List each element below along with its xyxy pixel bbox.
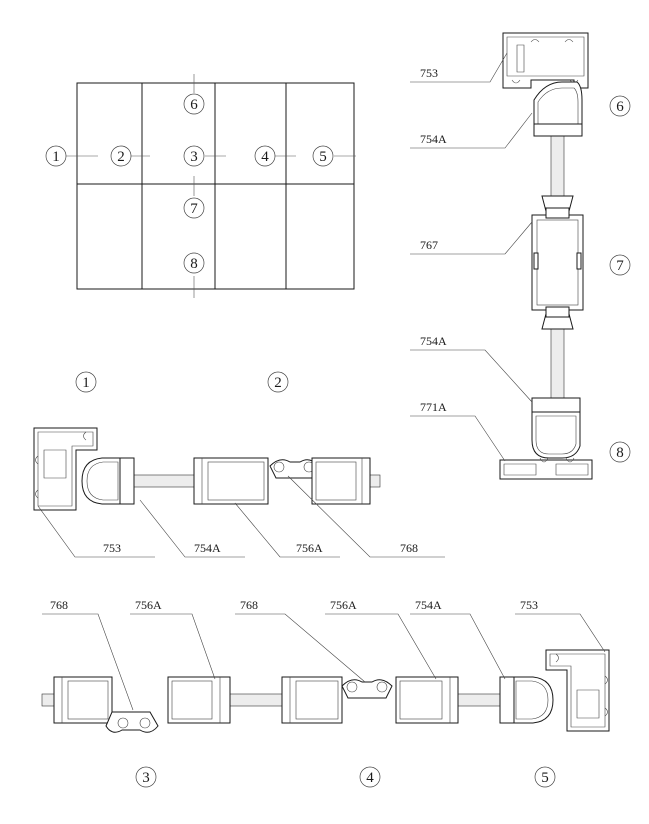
marker-7-label: 7 [616,258,624,274]
leader-line [140,500,245,557]
leader-line [38,506,155,557]
marker-6 [610,96,630,116]
profile-753-jamb [546,650,609,731]
leader-line [410,350,532,402]
label-756A: 756A [296,541,323,555]
leader-line [410,416,505,461]
marker-1-label: 1 [82,375,90,391]
label-753: 753 [103,541,121,555]
label-756A: 756A [330,598,357,612]
marker-4-label: 4 [261,149,269,165]
label-756A: 756A [135,598,162,612]
horizontal-section-3-4-5 [42,598,609,787]
profile-756A-right [312,458,370,504]
glass-pane [551,318,564,404]
profile-756A-a [54,677,112,723]
profile-771A [500,458,592,479]
profile-754A [500,677,553,723]
marker-2-label: 2 [274,375,282,391]
marker-7 [610,255,630,275]
profile-756A-b [168,677,230,723]
marker-3 [136,767,156,787]
marker-8-label: 8 [616,445,624,461]
horizontal-section-1-2 [34,372,445,557]
label-754A: 754A [420,334,447,348]
marker-7 [184,198,204,218]
label-754A: 754A [420,132,447,146]
marker-3 [184,146,204,166]
leader-line [515,614,605,652]
leader-line [410,614,505,679]
profile-768 [270,460,318,478]
marker-2 [268,372,288,392]
label-767: 767 [420,238,438,252]
profile-754A-top [534,82,582,136]
marker-2-label: 2 [117,149,125,165]
marker-1 [76,372,96,392]
leader-line [130,614,215,679]
leader-line [235,503,340,557]
marker-2 [111,146,131,166]
profile-754A [82,458,134,504]
marker-5 [313,146,333,166]
elevation-diagram [46,74,356,298]
glass-pane [551,134,564,196]
marker-5-label: 5 [541,770,549,786]
marker-4 [360,767,380,787]
marker-5-label: 5 [319,149,327,165]
marker-4 [255,146,275,166]
label-753: 753 [420,66,438,80]
profile-767 [532,196,583,329]
marker-8-label: 8 [190,256,198,272]
leader-line [325,614,436,679]
profile-754A-bottom [532,398,580,458]
profile-756A-d [396,677,458,723]
label-754A: 754A [415,598,442,612]
marker-3-label: 3 [142,770,150,786]
marker-8 [184,253,204,273]
profile-753-head [503,33,588,88]
marker-5 [535,767,555,787]
marker-1-label: 1 [52,149,60,165]
leader-line [235,614,365,682]
marker-8 [610,442,630,462]
label-768: 768 [50,598,68,612]
label-753: 753 [520,598,538,612]
marker-6 [184,94,204,114]
glass-pane [230,694,290,706]
marker-6-label: 6 [616,99,624,115]
profile-756A-left [194,458,268,504]
vertical-section [410,33,630,479]
marker-7-label: 7 [190,201,198,217]
marker-3-label: 3 [190,149,198,165]
label-754A: 754A [194,541,221,555]
marker-1 [46,146,66,166]
profile-768-b [342,680,392,698]
marker-6-label: 6 [190,97,198,113]
label-771A: 771A [420,400,447,414]
profile-768-a [106,712,158,732]
label-768: 768 [240,598,258,612]
label-768: 768 [400,541,418,555]
marker-4-label: 4 [366,770,374,786]
profile-756A-c [282,677,342,723]
